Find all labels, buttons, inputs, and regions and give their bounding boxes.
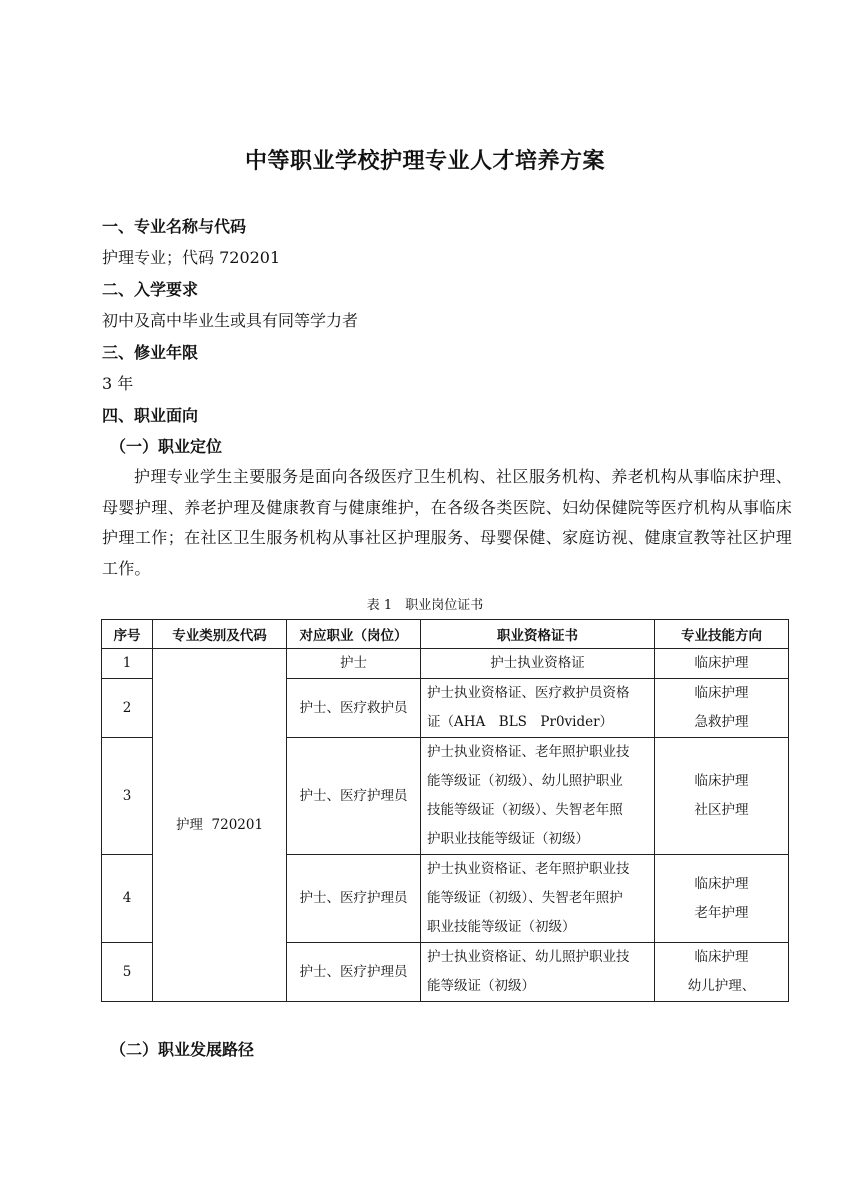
certificate-line: 能等级证（初级）、失智老年照护 bbox=[427, 890, 623, 906]
row-job: 护士、医疗护理员 bbox=[287, 738, 421, 855]
certificate-line: 能等级证（初级）、幼儿照护职业 bbox=[427, 773, 623, 789]
section-4-heading: 四、职业面向 bbox=[102, 406, 199, 425]
row-job: 护士、医疗护理员 bbox=[287, 855, 421, 943]
skill-line: 急救护理 bbox=[694, 714, 749, 730]
row-certificate bbox=[421, 738, 655, 855]
header-job: 对应职业（岗位） bbox=[287, 620, 421, 649]
table-caption: 表 1 职业岗位证书 bbox=[366, 598, 484, 613]
row-skill bbox=[655, 943, 789, 1002]
header-skill: 专业技能方向 bbox=[655, 620, 789, 649]
section-1-text: 护理专业；代码 720201 bbox=[102, 248, 281, 267]
section-1-heading: 一、专业名称与代码 bbox=[102, 217, 247, 236]
certificate-line: 护职业技能等级证（初级） bbox=[427, 831, 589, 847]
row-skill bbox=[655, 649, 789, 679]
section-2-heading: 二、入学要求 bbox=[102, 280, 199, 299]
table-header-row bbox=[102, 620, 789, 649]
skill-line: 临床护理 bbox=[694, 875, 749, 892]
row-job: 护士 bbox=[287, 649, 421, 679]
certificate-line: 能等级证（初级） bbox=[427, 978, 535, 994]
section-3-text: 3 年 bbox=[102, 374, 134, 393]
subsection-1-heading: （一）职业定位 bbox=[110, 437, 223, 456]
category-cell: 护理 720201 bbox=[153, 649, 287, 1002]
certificate-line: 护士执业资格证、老年照护职业技 bbox=[427, 861, 630, 877]
skill-line: 社区护理 bbox=[694, 802, 749, 818]
skill-line: 临床护理 bbox=[694, 773, 749, 789]
row-job: 护士、医疗护理员 bbox=[287, 943, 421, 1002]
certificate-line: 护士执业资格证 bbox=[490, 655, 585, 671]
row-no: 5 bbox=[102, 943, 153, 1002]
certificate-line: 技能等级证（初级）、失智老年照 bbox=[427, 802, 623, 818]
header-no: 序号 bbox=[102, 620, 153, 649]
skill-line: 临床护理 bbox=[694, 685, 749, 701]
certificate-table bbox=[101, 619, 789, 1002]
section-3-heading: 三、修业年限 bbox=[102, 343, 199, 362]
document-title: 中等职业学校护理专业人才培养方案 bbox=[244, 149, 605, 174]
certificate-line: 护士执业资格证、老年照护职业技 bbox=[427, 744, 630, 760]
header-category: 专业类别及代码 bbox=[153, 620, 287, 649]
career-positioning-paragraph: 护理专业学生主要服务是面向各级医疗卫生机构、社区服务机构、养老机构从事临床护理、母婴护理、养老护理及健康教育与健康维护，在各级各类医院、妇幼保健院等医疗机构从事临床护理工作；在社区卫生服务机构从事社区护理服务、母婴保健、家庭访视、健康宣教等社区护理工作。 bbox=[102, 467, 792, 578]
row-job: 护士、医疗救护员 bbox=[287, 679, 421, 738]
section-2-text: 初中及高中毕业生或具有同等学力者 bbox=[102, 311, 359, 330]
row-no: 4 bbox=[102, 855, 153, 943]
header-certificate: 职业资格证书 bbox=[421, 620, 655, 649]
row-no: 1 bbox=[102, 649, 153, 679]
row-no: 3 bbox=[102, 738, 153, 855]
row-certificate bbox=[421, 943, 655, 1002]
skill-line: 幼儿护理、 bbox=[687, 978, 756, 994]
certificate-line: 护士执业资格证、幼儿照护职业技 bbox=[427, 949, 630, 965]
row-skill bbox=[655, 738, 789, 855]
row-certificate bbox=[421, 679, 655, 738]
skill-line: 临床护理 bbox=[694, 949, 749, 965]
row-certificate bbox=[421, 855, 655, 943]
row-certificate bbox=[421, 649, 655, 679]
subsection-2-heading: （二）职业发展路径 bbox=[110, 1040, 255, 1059]
table-row bbox=[102, 649, 789, 679]
row-skill bbox=[655, 679, 789, 738]
skill-line: 临床护理 bbox=[694, 655, 749, 671]
row-no: 2 bbox=[102, 679, 153, 738]
certificate-line: 职业技能等级证（初级） bbox=[427, 919, 576, 935]
certificate-line: 护士执业资格证、医疗救护员资格 bbox=[427, 685, 630, 701]
certificate-line: 证（AHA BLS Pr0vider） bbox=[427, 714, 614, 730]
row-skill bbox=[655, 855, 789, 943]
skill-line: 老年护理 bbox=[694, 904, 749, 921]
